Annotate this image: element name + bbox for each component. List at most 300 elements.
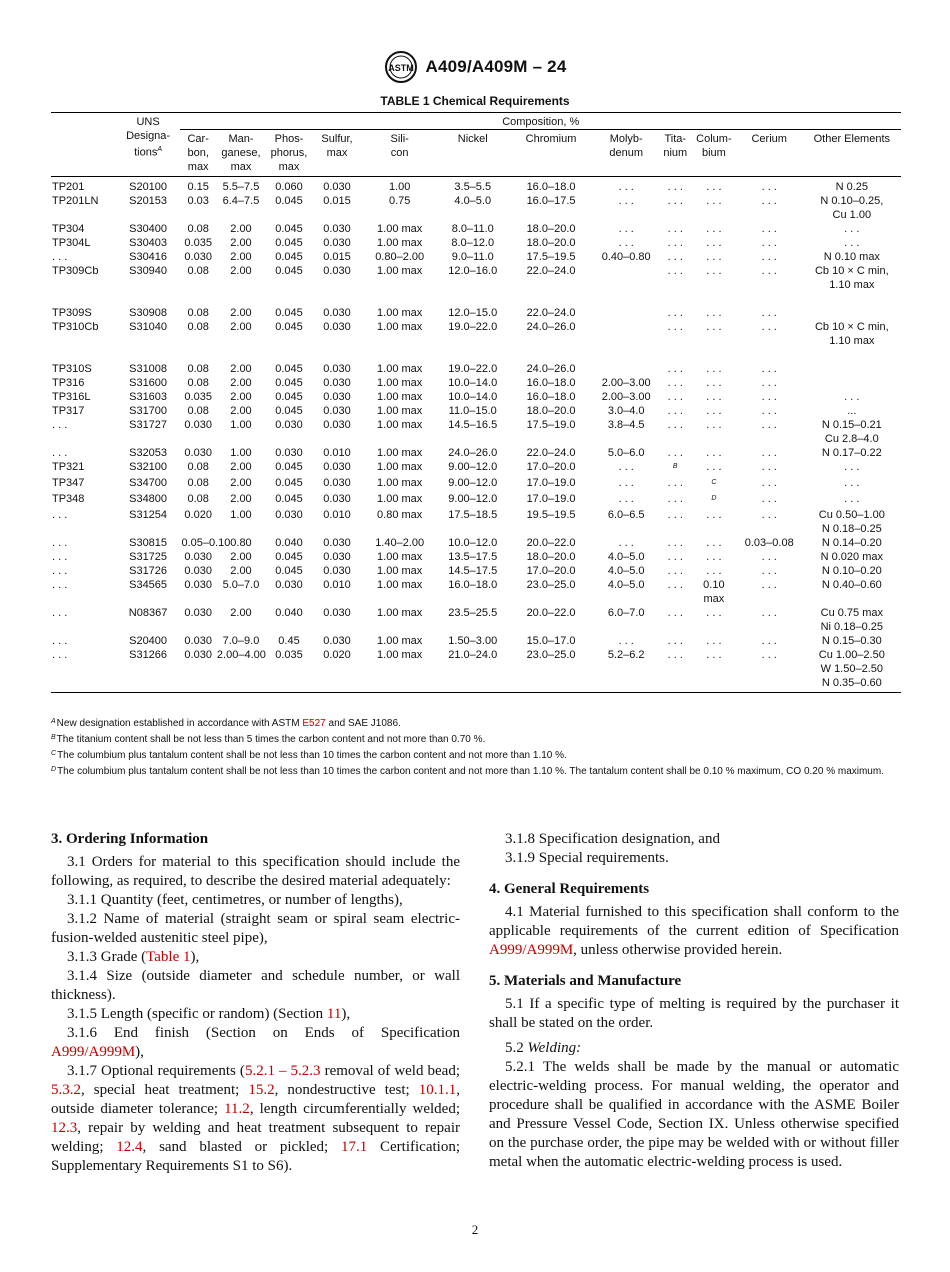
table-row xyxy=(51,362,901,376)
table-cell: 12.0–16.0 xyxy=(448,265,498,277)
section-3-heading: 3. Ordering Information xyxy=(51,831,209,847)
table-cell: 1.00 max xyxy=(377,307,423,319)
table-cell: 8.0–11.0 xyxy=(451,223,494,235)
table-cell: 1.00 max xyxy=(377,635,423,647)
table-cell: . . . xyxy=(667,265,683,277)
chemical-requirements-table xyxy=(51,112,901,693)
table-cell: S31266 xyxy=(116,648,181,693)
table-cell: 1.00 max xyxy=(362,648,437,693)
table-cell: 0.040 xyxy=(275,537,303,549)
table-cell: . . . xyxy=(706,223,722,235)
table-cell: TP316 xyxy=(52,377,85,389)
table-cell: 0.030 xyxy=(275,579,303,591)
table-cell: 1.00 max xyxy=(377,265,423,277)
ref-15-2-link[interactable]: 15.2 xyxy=(248,1082,275,1098)
table-cell: 1.00 max xyxy=(377,579,423,591)
table-cell: 0.030 xyxy=(323,237,351,249)
table-cell: 0.030 xyxy=(275,509,303,521)
table-cell: 0.035 xyxy=(184,391,212,403)
table-row xyxy=(51,177,901,195)
table-cell: . . . xyxy=(706,509,722,521)
table-cell: 0.030 xyxy=(323,635,351,647)
table-cell: 0.010 xyxy=(323,579,351,591)
table-cell: 0.030 xyxy=(184,447,212,459)
table-cell: . . . xyxy=(706,377,722,389)
table-cell: 1.00 max xyxy=(377,391,423,403)
table-cell: 23.0–25.0 xyxy=(526,579,576,591)
table-cell: 0.15 xyxy=(187,181,209,193)
table-cell: 9.0–11.0 xyxy=(451,251,494,263)
table-cell: 0.030 xyxy=(323,461,351,473)
table-cell: 24.0–26.0 xyxy=(526,363,576,375)
table-cell: . . . xyxy=(706,551,722,563)
footnote-mark: B xyxy=(672,463,678,470)
table-cell: 0.08 xyxy=(187,405,209,417)
table-cell: 0.030 xyxy=(184,551,212,563)
table-cell: . . . xyxy=(667,223,683,235)
table-row xyxy=(51,564,901,578)
footnote-a: $^A$New designation established in accordance with ASTM E527 and SAE J1086. xyxy=(51,718,401,729)
table-cell: 1.00 xyxy=(230,509,252,521)
table-cell: . . . xyxy=(761,493,777,505)
table-row xyxy=(51,648,901,693)
table-cell: 3.0–4.0 xyxy=(607,405,645,417)
table-cell: . . . xyxy=(761,377,777,389)
table-cell: . . . xyxy=(706,565,722,577)
table-cell: Cu 1.00–2.50 W 1.50–2.50 N 0.35–0.60 xyxy=(803,648,901,693)
table-cell: 0.045 xyxy=(275,251,303,263)
table-row xyxy=(51,446,901,460)
column-header: Phos- phorus, max xyxy=(266,130,312,177)
table-cell: TP309Cb xyxy=(52,265,99,277)
table-cell: . . . xyxy=(761,565,777,577)
table-cell: 0.045 xyxy=(275,477,303,489)
table-cell: 0.75 xyxy=(388,195,411,207)
table-row xyxy=(51,460,901,476)
table-cell: . . . xyxy=(618,461,634,473)
table-cell: N 0.17–0.22 xyxy=(821,447,882,459)
table-cell: 0.045 xyxy=(275,321,303,333)
table-cell: 6.4–7.5 xyxy=(222,195,260,207)
table-cell: 2.00 xyxy=(230,307,252,319)
table-cell: 17.0–20.0 xyxy=(526,565,576,577)
table-cell: . . . xyxy=(761,237,777,249)
table-cell: 0.030 xyxy=(323,265,351,277)
table-cell: . . . xyxy=(667,251,683,263)
ref-12-3-link[interactable]: 12.3 xyxy=(51,1120,78,1136)
table-cell: . . . xyxy=(667,419,683,431)
table-cell: . . . xyxy=(706,321,722,333)
table-cell: 0.030 xyxy=(275,447,303,459)
table-cell: TP316L xyxy=(52,391,91,403)
table-cell: 0.030 xyxy=(323,307,351,319)
table-cell: . . . xyxy=(52,419,68,431)
table-cell: TP317 xyxy=(52,405,85,417)
table-cell: . . . xyxy=(618,223,634,235)
table-cell: . . . xyxy=(761,579,777,591)
ref-12-4-link[interactable]: 12.4 xyxy=(116,1139,143,1155)
table-cell: . . . xyxy=(736,648,803,693)
para-3-1-4: 3.1.4 Size (outside diameter and schedule number, or wall thickness). xyxy=(51,968,460,1003)
table-cell: N 0.10 max xyxy=(823,251,880,263)
table-row xyxy=(51,306,901,320)
table-cell: 1.00 max xyxy=(377,223,423,235)
table-cell: . . . xyxy=(761,551,777,563)
table-cell xyxy=(803,362,901,376)
table-cell: TP321 xyxy=(52,461,85,473)
table-row xyxy=(51,476,901,492)
section-5-heading: 5. Materials and Manufacture xyxy=(489,973,682,989)
table-cell: . . . xyxy=(761,509,777,521)
table-cell: 1.00 max xyxy=(377,377,423,389)
ref-17-1-link[interactable]: 17.1 xyxy=(340,1139,368,1155)
table-cell: . . . xyxy=(52,447,68,459)
table-cell: . . . xyxy=(761,461,777,473)
table-cell: . . . xyxy=(692,648,736,693)
table-cell: 0.045 xyxy=(275,493,303,505)
table-cell: TP347 xyxy=(52,477,85,489)
table-cell: . . . xyxy=(761,363,777,375)
table-cell: 1.00 max xyxy=(377,493,423,505)
table-cell: . . . xyxy=(667,391,683,403)
table-cell: TP310S xyxy=(52,363,92,375)
table-cell: 6.0–7.0 xyxy=(607,607,645,619)
table-cell: 4.0–5.0 xyxy=(607,565,645,577)
table-cell: 5.5–7.5 xyxy=(222,181,260,193)
table-cell: 1.00 max xyxy=(377,607,423,619)
table-cell: 2.00 xyxy=(230,391,252,403)
table-cell: 0.045 xyxy=(275,391,303,403)
table-cell: 4.0–5.0 xyxy=(607,579,645,591)
table-cell: . . . xyxy=(761,195,777,207)
section-11-link[interactable]: 11 xyxy=(326,1006,342,1022)
table-cell: . . . xyxy=(761,635,777,647)
table-cell: 0.030 xyxy=(184,635,212,647)
table-cell: 0.035 xyxy=(184,237,212,249)
column-header: Cerium xyxy=(736,130,803,177)
footnote-d: $^D$The columbium plus tantalum content shall be not less than 10 times the carbon content and not more than 1.10 %. The tantalum content shall be 0.10 % maximum, CO 0.20 % maximum. xyxy=(51,766,884,777)
table-cell: 16.0–18.0 xyxy=(526,181,576,193)
table-cell: 0.030 xyxy=(323,537,351,549)
para-3-1-2: 3.1.2 Name of material (straight seam or spiral seam electric-fusion-welded austenitic steel pipe), xyxy=(51,911,460,946)
table-cell: 0.045 xyxy=(275,377,303,389)
table-cell: 20.0–22.0 xyxy=(526,607,576,619)
table-cell: 1.40–2.00 xyxy=(375,537,425,549)
footnote-mark: D xyxy=(711,495,717,502)
table-cell: 0.030 xyxy=(323,181,351,193)
table-cell: N 0.10–0.20 xyxy=(821,565,882,577)
para-3-1-1: 3.1.1 Quantity (feet, centimetres, or number of lengths), xyxy=(67,892,403,908)
table-cell: 0.030 xyxy=(180,648,215,693)
table-cell: 0.80 max xyxy=(377,509,423,521)
footnote-c: $^C$The columbium plus tantalum content shall be not less than 10 times the carbon content and not more than 1.10 %. xyxy=(51,750,567,761)
table-cell: . . . xyxy=(52,509,68,521)
table-cell: 2.00 xyxy=(230,265,252,277)
table-cell: 0.030 xyxy=(323,363,351,375)
table-cell xyxy=(594,362,659,376)
table-row xyxy=(51,236,901,250)
table-cell: 2.00 xyxy=(230,493,252,505)
table-cell: 0.05–0.10 xyxy=(181,537,231,549)
a999-link[interactable]: A999/A999M xyxy=(51,1044,136,1060)
table-cell: 19.5–19.5 xyxy=(526,509,576,521)
table-cell: . . . xyxy=(667,579,683,591)
table-1-link[interactable]: Table 1 xyxy=(146,949,191,965)
table-row xyxy=(51,508,901,536)
table-cell: 0.045 xyxy=(275,405,303,417)
table-cell: 0.045 xyxy=(275,223,303,235)
table-cell: . . . xyxy=(52,537,68,549)
table-cell: S31725 xyxy=(129,551,168,563)
table-cell: 0.060 xyxy=(275,181,303,193)
table-cell: . . . xyxy=(706,461,722,473)
table-cell: . . . xyxy=(618,493,634,505)
ref-10-1-1-link[interactable]: 10.1.1 xyxy=(418,1082,457,1098)
table-cell: . . . xyxy=(706,607,722,619)
table-cell: 0.045 xyxy=(275,265,303,277)
table-cell: 2.00 xyxy=(230,237,252,249)
table-cell: S30815 xyxy=(129,537,168,549)
table-cell: 17.0–19.0 xyxy=(526,477,576,489)
logo-text: ASTM xyxy=(387,63,414,73)
table-cell: 14.5–17.5 xyxy=(448,565,498,577)
table-cell: N 0.15–0.21 Cu 2.8–4.0 xyxy=(821,419,882,445)
table-cell: 24.0–26.0 xyxy=(526,321,576,333)
table-cell: N 0.020 max xyxy=(820,551,883,563)
table-cell: S30908 xyxy=(129,307,168,319)
table-cell: 10.0–14.0 xyxy=(448,377,498,389)
table-cell: 0.045 xyxy=(275,461,303,473)
table-cell: 1.00 max xyxy=(377,321,423,333)
table-cell: N 0.25 xyxy=(835,181,869,193)
table-cell: 16.0–18.0 xyxy=(526,391,576,403)
table-cell: . . . xyxy=(52,635,68,647)
table-cell: 0.030 xyxy=(323,321,351,333)
table-cell: . . . xyxy=(52,251,68,263)
table-cell: 10.0–12.0 xyxy=(448,537,498,549)
table-cell: . . . xyxy=(706,251,722,263)
table-cell: 0.08 xyxy=(187,461,209,473)
column-header: Sulfur, max xyxy=(312,130,362,177)
table-cell: 11.0–15.0 xyxy=(448,405,497,417)
table-cell: 2.00 xyxy=(230,377,252,389)
table-row xyxy=(51,376,901,390)
table-cell: 0.030 xyxy=(323,493,351,505)
para-3-1-7: 3.1.7 Optional requirements (5.2.1 – 5.2.3 removal of weld bead; 5.3.2, special heat treatment; 15.2, nondestructive test; 10.1.1, outside diameter tolerance; 11.2, length circumferentially welded; 12.3, repair by welding and heat treatment subsequent to repair welding; 12.4, sand blasted or pickled; 17.1 Certification; Supplementary Requirements S1 to S6). xyxy=(51,1063,460,1174)
ref-5-2-1-link[interactable]: 5.2.1 – 5.2.3 xyxy=(244,1063,321,1079)
table-cell: . . . xyxy=(667,377,683,389)
table-cell: 5.0–7.0 xyxy=(222,579,260,591)
table-cell: . . . xyxy=(761,391,777,403)
table-cell: S31700 xyxy=(129,405,168,417)
table-cell xyxy=(692,476,736,492)
table-cell: 5.2–6.2 xyxy=(594,648,659,693)
composition-header: Composition, % xyxy=(180,113,901,130)
table-cell: . . . xyxy=(667,405,683,417)
para-5-2-1: 5.2.1 The welds shall be made by the manual or automatic electric-welding process. For manual welding, the operator and procedure shall be qualified in accordance with the ASME Boiler and Pressure Vessel Code, Section IX. Unless otherwise specified on the purchase order, the pipe may be welded with or without filler metal when the automatic electric-welding process is used. xyxy=(489,1059,899,1170)
table-cell: 9.00–12.0 xyxy=(448,493,498,505)
table-cell xyxy=(659,460,692,476)
table-cell: 1.00 max xyxy=(377,565,423,577)
table-cell: 17.5–19.0 xyxy=(526,419,576,431)
table-cell: . . . xyxy=(667,607,683,619)
table-cell: TP304L xyxy=(52,237,91,249)
table-cell: 1.00 xyxy=(230,447,252,459)
table-row xyxy=(51,222,901,236)
table-cell: S31603 xyxy=(129,391,168,403)
table-cell: 0.030 xyxy=(323,419,351,431)
table-cell: 0.030 xyxy=(184,579,212,591)
table-cell: 1.00 max xyxy=(377,405,423,417)
table-cell: 24.0–26.0 xyxy=(448,447,498,459)
table-cell: S30940 xyxy=(129,265,168,277)
table-cell: . . . xyxy=(706,537,722,549)
table-cell: ... xyxy=(847,405,857,417)
table-cell: . . . xyxy=(706,363,722,375)
table-cell: 0.030 xyxy=(323,391,351,403)
table-cell: 0.010 xyxy=(323,447,351,459)
table-cell: Cu 0.50–1.00 N 0.18–0.25 xyxy=(818,509,885,535)
table-cell: . . . xyxy=(844,237,860,249)
table-cell: 18.0–20.0 xyxy=(526,405,576,417)
table-cell: 20.0–22.0 xyxy=(526,537,576,549)
table-cell: . . . xyxy=(706,391,722,403)
table-cell: 18.0–20.0 xyxy=(526,223,576,235)
table-cell: 5.0–6.0 xyxy=(607,447,645,459)
table-cell: 0.030 xyxy=(184,607,212,619)
table-cell xyxy=(803,376,901,390)
table-cell: TP201 xyxy=(52,181,85,193)
document-designation: A409/A409M – 24 xyxy=(425,57,567,76)
table-cell: . . . xyxy=(667,321,683,333)
table-cell: N08367 xyxy=(128,607,168,619)
table-cell: . . . xyxy=(667,237,683,249)
table-cell: . . . xyxy=(706,419,722,431)
ref-5-3-2-link[interactable]: 5.3.2 xyxy=(51,1082,81,1098)
table-cell: S34700 xyxy=(129,477,168,489)
table-cell: 15.0–17.0 xyxy=(526,635,576,647)
table-row xyxy=(51,264,901,306)
table-cell: TP310Cb xyxy=(52,321,99,333)
ref-11-2-link[interactable]: 11.2 xyxy=(224,1101,250,1117)
table-cell: 0.08 xyxy=(187,377,209,389)
table-cell: 17.5–19.5 xyxy=(526,251,576,263)
table-cell: 22.0–24.0 xyxy=(526,447,576,459)
footnote-b: $^B$The titanium content shall be not less than 5 times the carbon content and not more than 0.70 %. xyxy=(51,734,486,745)
table-cell xyxy=(594,264,659,306)
table-cell: 2.00 xyxy=(230,321,252,333)
a999-link-2[interactable]: A999/A999M xyxy=(489,942,574,958)
table-cell: 0.030 xyxy=(323,565,351,577)
table-cell: . . . xyxy=(706,195,722,207)
table-cell: 16.0–18.0 xyxy=(526,377,576,389)
column-header: Man- ganese, max xyxy=(216,130,266,177)
page-number: 2 xyxy=(471,1222,479,1237)
table-cell: . . . xyxy=(667,363,683,375)
table-cell: 0.80–2.00 xyxy=(375,251,425,263)
table-cell: . . . xyxy=(706,237,722,249)
table-cell: 2.00 xyxy=(230,607,252,619)
table-cell: 1.00 max xyxy=(377,551,423,563)
table-cell: 3.5–5.5 xyxy=(454,181,492,193)
table-cell: S34800 xyxy=(129,493,168,505)
table-cell: 18.0–20.0 xyxy=(526,237,576,249)
table-cell: 0.03–0.08 xyxy=(744,537,794,549)
table-cell: 1.00 max xyxy=(377,363,423,375)
table-cell: . . . xyxy=(667,509,683,521)
table-cell: 2.00–3.00 xyxy=(601,391,651,403)
table-cell: 0.03 xyxy=(187,195,209,207)
column-header: Chromium xyxy=(508,130,594,177)
right-column xyxy=(489,830,899,1172)
table-cell: . . . xyxy=(667,551,683,563)
table-cell: . . . xyxy=(706,265,722,277)
table-cell: 19.0–22.0 xyxy=(448,321,498,333)
page-header xyxy=(0,50,950,84)
table-cell: . . . xyxy=(761,607,777,619)
table-row xyxy=(51,550,901,564)
table-cell: 1.00 xyxy=(388,181,411,193)
table-cell: 0.80 xyxy=(230,537,252,549)
para-5-1: 5.1 If a specific type of melting is required by the purchaser it shall be stated on the order. xyxy=(489,996,899,1031)
table-cell: . . . xyxy=(667,537,683,549)
table-cell: 2.00–4.00 xyxy=(216,648,266,693)
table-cell: 2.00 xyxy=(230,363,252,375)
e527-link[interactable]: E527 xyxy=(302,718,326,729)
table-cell: 0.045 xyxy=(275,307,303,319)
table-cell: . . . xyxy=(706,307,722,319)
table-cell: . . . xyxy=(51,648,116,693)
table-cell: 0.08 xyxy=(187,223,209,235)
table-cell: . . . xyxy=(761,477,777,489)
table-cell xyxy=(803,306,901,320)
table-cell: N 0.14–0.20 xyxy=(821,537,882,549)
left-column xyxy=(51,830,460,1176)
column-header: Molyb- denum xyxy=(594,130,659,177)
table-cell: S32100 xyxy=(129,461,168,473)
table-cell: . . . xyxy=(52,579,68,591)
para-3-1: 3.1 Orders for material to this specification should include the following, as required, to describe the desired material adequately: xyxy=(51,854,460,889)
table-cell: . . . xyxy=(667,447,683,459)
table-cell: . . . xyxy=(761,265,777,277)
table-cell: 0.045 xyxy=(275,363,303,375)
table-cell: 19.0–22.0 xyxy=(448,363,498,375)
table-cell: . . . xyxy=(667,493,683,505)
table-cell: 9.00–12.0 xyxy=(448,477,498,489)
table-cell: 0.045 xyxy=(275,565,303,577)
column-header: Sili- con xyxy=(362,130,437,177)
table-cell xyxy=(594,320,659,362)
table-cell: . . . xyxy=(618,537,634,549)
table-cell: 0.030 xyxy=(323,223,351,235)
table-cell: 2.00 xyxy=(230,251,252,263)
table-cell: . . . xyxy=(706,635,722,647)
table-cell: 2.00 xyxy=(230,565,252,577)
table-cell: 1.00 max xyxy=(377,237,423,249)
table-cell: 22.0–24.0 xyxy=(526,265,576,277)
table-cell: 0.030 xyxy=(323,405,351,417)
table-cell: . . . xyxy=(618,181,634,193)
table-cell: 16.0–17.5 xyxy=(526,195,576,207)
table-cell: . . . xyxy=(618,635,634,647)
table-cell: 13.5–17.5 xyxy=(448,551,498,563)
table-cell: . . . xyxy=(52,551,68,563)
table-cell xyxy=(594,306,659,320)
table-cell: 17.5–18.5 xyxy=(448,509,498,521)
table-cell: . . . xyxy=(667,477,683,489)
para-5-2: 5.2 Welding: xyxy=(505,1040,582,1056)
table-cell: Cb 10 × C min, 1.10 max xyxy=(814,265,889,291)
